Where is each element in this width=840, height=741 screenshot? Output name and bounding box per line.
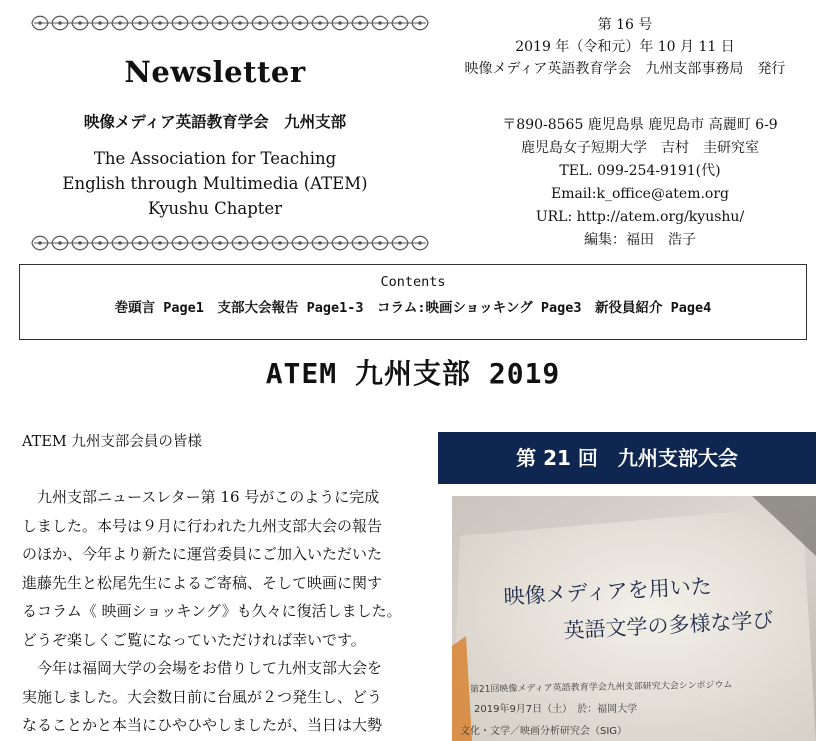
ornament-dot — [58, 241, 62, 245]
ornament-dot — [418, 241, 422, 245]
contents-box — [19, 264, 807, 340]
ornament-dot — [58, 21, 62, 25]
ornament-dot — [98, 21, 102, 25]
org-en-line: English through Multimedia (ATEM) — [62, 174, 368, 193]
ornament-dot — [358, 241, 362, 245]
ornament-dot — [238, 241, 242, 245]
ornament-dot — [298, 241, 302, 245]
slide-subtitle: 第21回映像メディア英語教育学会九州支部研究大会シンポジウム — [469, 680, 733, 695]
email[interactable]: Email:k_office@atem.org — [550, 186, 730, 202]
conference-banner: 第 21 回 九州支部大会 — [438, 432, 816, 484]
ornament-dot — [138, 241, 142, 245]
ornament-dot — [378, 21, 382, 25]
ornament-dot — [238, 21, 242, 25]
website-url[interactable]: URL: http://atem.org/kyushu/ — [535, 209, 745, 225]
body-line: 進藤先生と松尾先生によるご寄稿、そして映画に関す — [22, 573, 383, 592]
ornament-dot — [338, 21, 342, 25]
ornament-dot — [98, 241, 102, 245]
ornament-dot — [38, 241, 42, 245]
ornament-dot — [378, 241, 382, 245]
body-line: しました。本号は９月に行われた九州支部大会の報告 — [22, 516, 383, 535]
ornament-dot — [398, 241, 402, 245]
slide-photo-graphic — [452, 496, 816, 741]
ornament-divider-bottom — [30, 230, 430, 256]
editor: 編集：福田 浩子 — [584, 232, 696, 248]
telephone: TEL. 099-254-9191(代) — [559, 163, 721, 179]
ornament-dot — [418, 21, 422, 25]
newsletter-title: Newsletter — [124, 55, 306, 89]
ornament-dot — [38, 21, 42, 25]
ornament-dot — [78, 241, 82, 245]
article-body — [22, 483, 414, 740]
ornament-dot — [218, 21, 222, 25]
slide-title-line2: 英語文学の多様な学び — [563, 608, 774, 643]
ornament-dot — [78, 21, 82, 25]
body-line: なることかと本当にひやひやしましたが、当日は大勢 — [22, 716, 383, 734]
ornament-divider-top — [30, 10, 430, 36]
postal-address: 〒890-8565 鹿児島県 鹿児島市 高麗町 6-9 — [502, 117, 778, 133]
main-heading: ATEM 九州支部 2019 — [265, 357, 561, 390]
org-en-line: Kyushu Chapter — [147, 199, 283, 218]
ornament-dot — [158, 241, 162, 245]
ornament-dot — [298, 21, 302, 25]
slide-sig: 文化・文学／映画分析研究会（SIG） — [460, 726, 628, 737]
ornament-dot — [198, 241, 202, 245]
slide-date: 2019年9月7日（土） 於：福岡大学 — [474, 704, 638, 715]
ornament-dot — [318, 241, 322, 245]
ornament-dot — [138, 21, 142, 25]
greeting: ATEM 九州支部会員の皆様 — [22, 434, 202, 450]
slide-title-line1: 映像メディアを用いた — [503, 574, 713, 609]
ornament-dot — [118, 241, 122, 245]
ornament-dot — [258, 21, 262, 25]
ornament-dot — [358, 21, 362, 25]
ornament-dot — [198, 21, 202, 25]
ornament-dot — [178, 21, 182, 25]
ornament-dot — [178, 241, 182, 245]
ornament-dot — [118, 21, 122, 25]
organization-name-en — [30, 146, 400, 221]
contents-items: 巻頭言 Page1 支部大会報告 Page1-3 コラム:映画ショッキング Page3 新役員紹介 Page4 — [114, 300, 712, 316]
issue-number: 第 16 号 — [597, 17, 653, 33]
issue-publisher: 映像メディア英語教育学会 九州支部事務局 発行 — [464, 61, 786, 77]
ornament-dot — [338, 241, 342, 245]
ornament-dot — [278, 21, 282, 25]
issue-date: 2019 年（令和元）年 10 月 11 日 — [515, 39, 735, 55]
org-en-line: The Association for Teaching — [93, 149, 337, 168]
body-line: 今年は福岡大学の会場をお借りして九州支部大会を — [22, 659, 383, 677]
institution: 鹿児島女子短期大学 吉村 圭研究室 — [521, 140, 759, 156]
contact-info — [455, 114, 825, 252]
body-line: どうぞ楽しくご覧になっていただければ幸いです。 — [22, 630, 366, 649]
ornament-dot — [278, 241, 282, 245]
body-line: るコラム《 映画ショッキング》も久々に復活しました。 — [22, 602, 402, 620]
body-line: 九州支部ニュースレター第 16 号がこのように完成 — [22, 488, 380, 506]
conference-slide-photo — [452, 496, 816, 741]
body-line: のほか、今年より新たに運営委員にご加入いただいた — [22, 545, 383, 563]
issue-info — [430, 14, 820, 80]
body-line: 実施しました。大会数日前に台風が２つ発生し、どう — [22, 687, 383, 706]
ornament-dot — [318, 21, 322, 25]
contents-title: Contents — [380, 274, 446, 290]
ornament-dot — [398, 21, 402, 25]
ornament-dot — [158, 21, 162, 25]
ornament-dot — [218, 241, 222, 245]
ornament-dot — [258, 241, 262, 245]
organization-name-jp: 映像メディア英語教育学会 九州支部 — [83, 112, 347, 131]
